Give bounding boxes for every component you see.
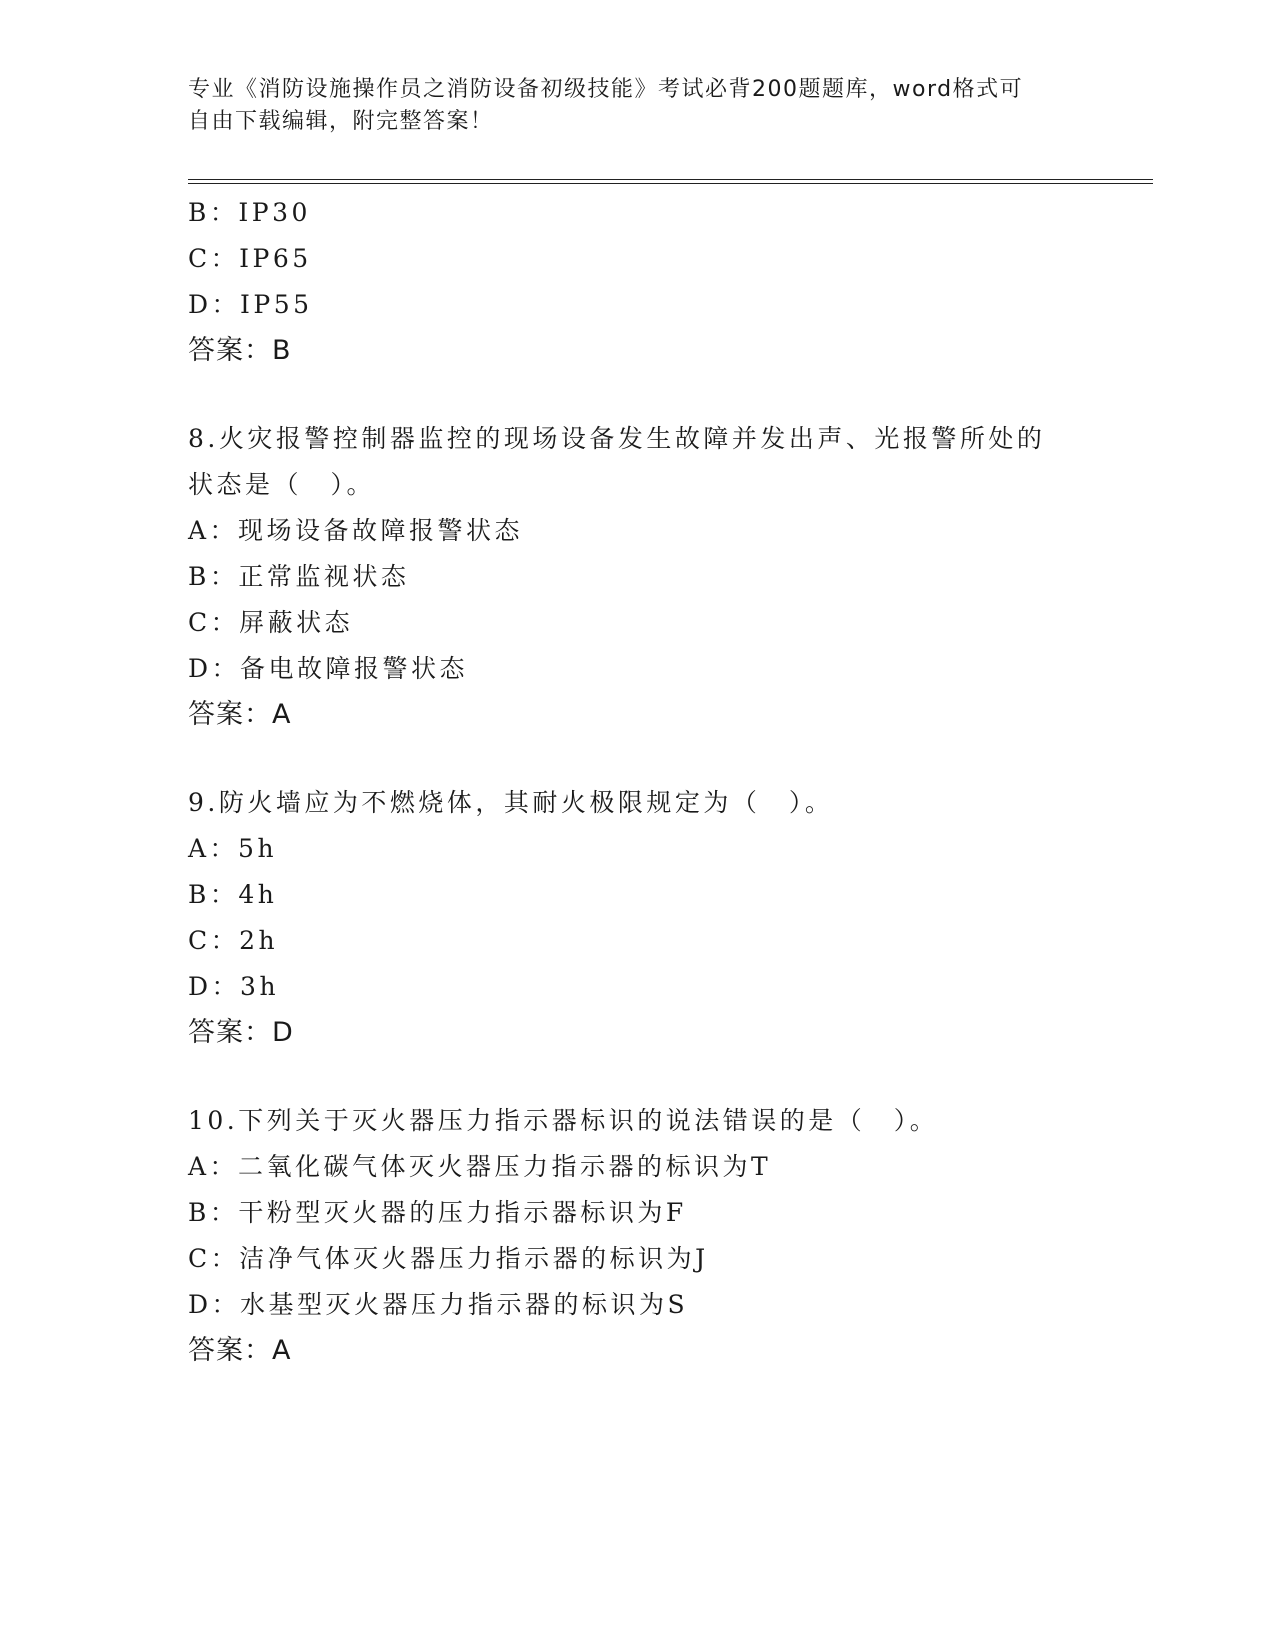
q8-question-line-1: 8.火灾报警控制器监控的现场设备发生故障并发出声、光报警所处的: [188, 424, 1046, 453]
q10-question: 10.下列关于灭火器压力指示器标识的说法错误的是（ ）。: [188, 1106, 939, 1135]
question-8-block: [188, 416, 1168, 738]
document-header: [188, 74, 1088, 138]
q10-option-d: D：水基型灭火器压力指示器的标识为S: [188, 1290, 689, 1319]
question-9-block: [188, 780, 1168, 1056]
spacer: [188, 1056, 1168, 1098]
q9-option-d: D：3h: [188, 972, 280, 1001]
header-line-1: 专业《消防设施操作员之消防设备初级技能》考试必背200题题库，word格式可: [188, 77, 1024, 102]
question-7-block: [188, 190, 1168, 374]
q10-option-b: B：干粉型灭火器的压力指示器标识为F: [188, 1198, 687, 1227]
spacer: [188, 738, 1168, 780]
q9-option-c: C：2h: [188, 926, 279, 955]
q9-option-a: A：5h: [188, 834, 278, 863]
q8-option-c: C：屏蔽状态: [188, 608, 354, 637]
header-divider-top: [188, 179, 1153, 180]
question-10-block: [188, 1098, 1168, 1374]
q10-option-a: A：二氧化碳气体灭火器压力指示器的标识为T: [188, 1152, 772, 1181]
q8-option-a: A：现场设备故障报警状态: [188, 516, 524, 545]
q7-option-d: D：IP55: [188, 290, 313, 319]
question-content: [188, 190, 1168, 1374]
q7-option-b: B：IP30: [188, 198, 311, 227]
q7-option-c: C：IP65: [188, 244, 312, 273]
q9-question: 9.防火墙应为不燃烧体，其耐火极限规定为（ ）。: [188, 788, 834, 817]
q9-answer: 答案：D: [188, 1017, 294, 1048]
q8-answer: 答案：A: [188, 699, 292, 730]
q8-option-d: D：备电故障报警状态: [188, 654, 469, 683]
q9-option-b: B：4h: [188, 880, 278, 909]
q10-option-c: C：洁净气体灭火器压力指示器的标识为J: [188, 1244, 709, 1273]
q10-answer: 答案：A: [188, 1335, 292, 1366]
spacer: [188, 374, 1168, 416]
q7-answer: 答案：B: [188, 335, 292, 366]
header-divider-bottom: [188, 183, 1153, 184]
header-line-2: 自由下载编辑，附完整答案！: [188, 109, 494, 134]
q8-question-line-2: 状态是（ ）。: [188, 470, 376, 499]
q8-option-b: B：正常监视状态: [188, 562, 410, 591]
